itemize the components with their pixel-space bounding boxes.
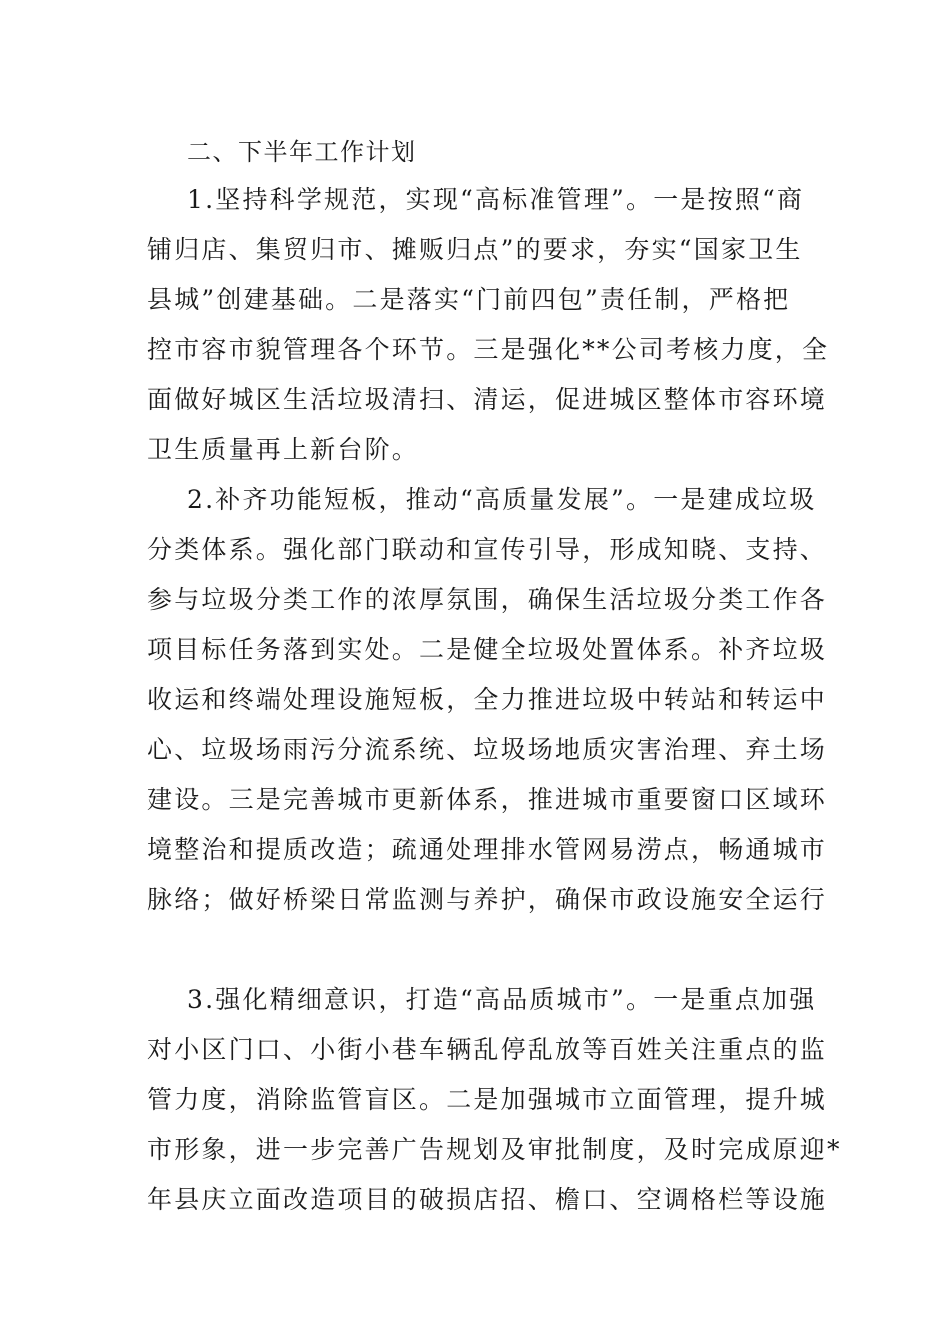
paragraph-2-line-3: 参与垃圾分类工作的浓厚氛围，确保生活垃圾分类工作各 bbox=[147, 585, 828, 614]
paragraph-2-line-8: 境整治和提质改造；疏通处理排水管网易涝点，畅通城市 bbox=[147, 835, 828, 864]
section-heading: 二、下半年工作计划 bbox=[187, 138, 417, 166]
paragraph-2-line-9: 脉络；做好桥梁日常监测与养护，确保市政设施安全运行 bbox=[147, 885, 828, 914]
paragraph-2-line-1: 2.补齐功能短板，推动“高质量发展”。一是建成垃圾 bbox=[187, 485, 817, 514]
paragraph-2-line-5: 收运和终端处理设施短板，全力推进垃圾中转站和转运中 bbox=[147, 685, 828, 714]
paragraph-3-line-5: 年县庆立面改造项目的破损店招、檐口、空调格栏等设施 bbox=[147, 1185, 828, 1214]
paragraph-3-line-4: 市形象，进一步完善广告规划及审批制度，及时完成原迎* bbox=[147, 1135, 842, 1164]
paragraph-1-line-4: 控市容市貌管理各个环节。三是强化**公司考核力度，全 bbox=[147, 335, 830, 364]
paragraph-3-line-3: 管力度，消除监管盲区。二是加强城市立面管理，提升城 bbox=[147, 1085, 828, 1114]
paragraph-1-line-6: 卫生质量再上新台阶。 bbox=[147, 435, 420, 464]
paragraph-1-line-3: 县城”创建基础。二是落实“门前四包”责任制，严格把 bbox=[147, 285, 791, 314]
paragraph-1-line-1: 1.坚持科学规范，实现“高标准管理”。一是按照“商 bbox=[187, 185, 805, 214]
paragraph-1-line-5: 面做好城区生活垃圾清扫、清运，促进城区整体市容环境 bbox=[147, 385, 828, 414]
paragraph-1-line-2: 铺归店、集贸归市、摊贩归点”的要求，夯实“国家卫生 bbox=[147, 235, 803, 264]
paragraph-2-line-4: 项目标任务落到实处。二是健全垃圾处置体系。补齐垃圾 bbox=[147, 635, 828, 664]
paragraph-2-line-7: 建设。三是完善城市更新体系，推进城市重要窗口区域环 bbox=[147, 785, 828, 814]
paragraph-2-line-6: 心、垃圾场雨污分流系统、垃圾场地质灾害治理、弃土场 bbox=[147, 735, 828, 764]
paragraph-3-line-1: 3.强化精细意识，打造“高品质城市”。一是重点加强 bbox=[187, 985, 817, 1014]
paragraph-2-line-2: 分类体系。强化部门联动和宣传引导，形成知晓、支持、 bbox=[147, 535, 828, 564]
paragraph-3-line-2: 对小区门口、小街小巷车辆乱停乱放等百姓关注重点的监 bbox=[147, 1035, 828, 1064]
